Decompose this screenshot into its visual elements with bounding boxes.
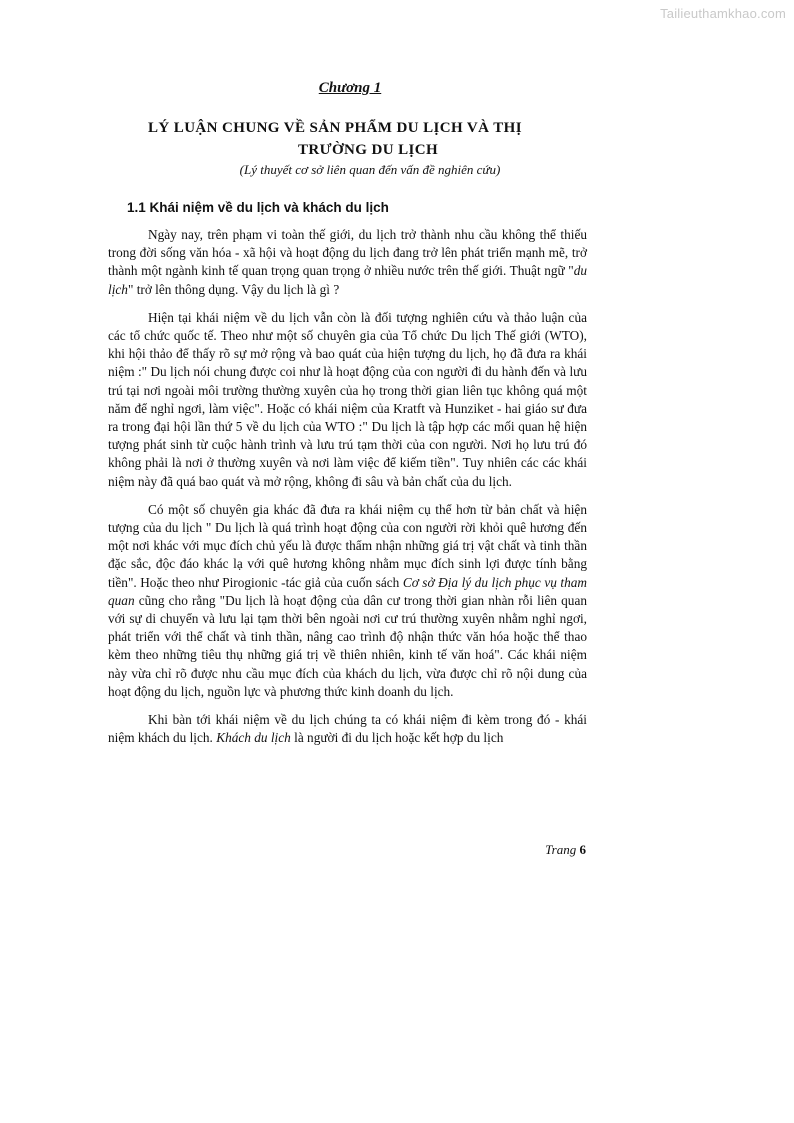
page-label: Trang (545, 842, 580, 857)
paragraph-2: Hiện tại khái niệm về du lịch vẫn còn là đối tượng nghiên cứu và thảo luận của các tổ chức quốc tế. Theo như một số chuyên gia của Tổ chức Du lịch Thế giới (WTO), khi hội thảo để thấy rõ sự mở rộng và bao quát của hiện tượng du lịch, họ đã đưa ra khái niệm :" Du lịch nói chung được coi như là hoạt động của con người đi du hành đến và lưu trú tại nơi ngoài môi trường thường xuyên của họ trong thời gian liên tục không quá một năm để nghỉ ngơi, làm việc". Hoặc có khái niệm của Kratft và Hunziket - hai giáo sư đưa ra trong đại hội lần thứ 5 về du lịch của WTO :" Du lịch là tập hợp các mối quan hệ hiện tượng phát sinh từ cuộc hành trình và lưu trú tạm thời của con người. Nơi họ lưu trú đó không phải là nơi ở thường xuyên và nơi làm việc để kiếm tiền". Tuy nhiên các các khái niệm này đã quá bao quát và mở rộng, không đi sâu và bản chất của du lịch. (108, 309, 587, 489)
watermark: Tailieuthamkhao.com (660, 6, 786, 21)
page-footer (0, 842, 586, 858)
body-text (108, 226, 587, 757)
section-heading: 1.1 Khái niệm về du lịch và khách du lịch (127, 200, 389, 215)
paragraph-4-emphasis: Khách du lịch (216, 730, 291, 746)
paragraph-4-text-a: Khi bàn tới khái niệm về du lịch chúng ta có khái niệm đi kèm trong đó - khái niệm khách du lịch. (108, 712, 587, 746)
paragraph-1-emphasis: du lịch (108, 263, 587, 297)
paragraph-3 (108, 501, 587, 701)
paragraph-4 (108, 711, 587, 747)
title-line-2: TRƯỜNG DU LỊCH (298, 142, 439, 158)
title-line-1: LÝ LUẬN CHUNG VỀ SẢN PHẨM DU LỊCH VÀ THỊ (148, 120, 522, 136)
paragraph-3-text-a: Có một số chuyên gia khác đã đưa ra khái niệm cụ thể hơn từ bản chất và hiện tượng của du lịch " Du lịch là quá trình hoạt động của con người rời khỏi quê hương đến một nơi khác với mục đích chủ yếu là được thẩm nhận những giá trị vật chất và tinh thần đặc sắc, độc đáo khác lạ với quê hương không nhằm mục đích sinh lợi được tính bằng tiền". Hoặc theo như Pirogionic -tác giả của cuốn sách (108, 501, 587, 590)
page-number: 6 (579, 842, 586, 857)
paragraph-3-text-b: cũng cho rằng "Du lịch là hoạt động của dân cư trong thời gian nhàn rỗi liên quan với sự di chuyển và lưu lại tạm thời bên ngoài nơi cư trú thường xuyên nhằm nghỉ ngơi, phát triển với thể chất và tinh thần, nâng cao trình độ nhận thức văn hóa hoặc thể thao kèm theo những tiêu thụ những giá trị về thiên nhiên, kinh tế văn hoá". Các khái niệm này vừa chỉ rõ được nhu cầu mục đích của khách du lịch, vừa được chỉ rõ nội dung của hoạt động du lịch, nguồn lực và phương thức kinh doanh du lịch. (108, 592, 587, 699)
paragraph-3-book-title: Cơ sở Địa lý du lịch phục vụ tham quan (108, 574, 587, 608)
paragraph-1-text-a: Ngày nay, trên phạm vi toàn thế giới, du lịch trở thành nhu cầu không thể thiếu trong đời sống văn hóa - xã hội và hoạt động du lịch đang trở lên phát triển mạnh mẽ, trở thành một ngành kinh tế quan trọng quan trọng ở nhiều nước trên thế giới. Thuật ngữ " (108, 227, 587, 279)
paragraph-1-text-b: " trở lên thông dụng. Vậy du lịch là gì ? (127, 281, 340, 297)
paragraph-4-text-b: là người đi du lịch hoặc kết hợp du lịch (290, 730, 504, 746)
paragraph-1 (108, 226, 587, 299)
subtitle: (Lý thuyết cơ sở liên quan đến vấn đề nghiên cứu) (239, 162, 501, 177)
chapter-heading: Chương 1 (318, 80, 382, 96)
